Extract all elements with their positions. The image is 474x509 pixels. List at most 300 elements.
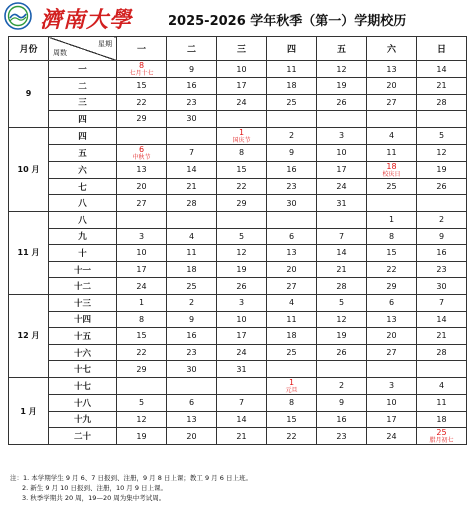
day-cell — [317, 261, 367, 278]
day-number — [317, 432, 366, 441]
day-number — [267, 282, 316, 291]
day-cell — [167, 311, 217, 328]
day-cell — [317, 377, 367, 394]
weekday-header: 三 — [217, 37, 267, 61]
day-cell — [217, 311, 267, 328]
day-value: 26 — [336, 97, 347, 107]
day-number — [167, 98, 216, 107]
month-label: 10 月 — [9, 127, 49, 211]
day-value: 9 — [188, 314, 195, 324]
day-number — [417, 282, 466, 291]
day-number — [167, 114, 216, 123]
day-value: 6 — [388, 298, 395, 308]
day-number — [117, 182, 166, 191]
holiday-label: 元旦 — [285, 386, 298, 394]
day-number — [117, 232, 166, 241]
day-number — [167, 398, 216, 407]
week-row — [9, 361, 467, 378]
day-value: 16 — [436, 248, 447, 258]
day-value: 25 — [436, 428, 447, 438]
day-number — [317, 298, 366, 307]
week-number: 二 — [49, 78, 117, 95]
day-value: 20 — [286, 265, 297, 275]
day-number — [217, 348, 266, 357]
week-number: 一 — [49, 61, 117, 78]
day-value: 5 — [338, 298, 345, 308]
weekday-header: 五 — [317, 37, 367, 61]
day-cell — [117, 178, 167, 195]
day-number — [117, 145, 166, 161]
day-number — [267, 148, 316, 157]
day-cell — [167, 361, 217, 378]
day-number — [217, 265, 266, 274]
day-cell — [217, 111, 267, 128]
week-row — [9, 278, 467, 295]
day-number — [367, 432, 416, 441]
day-value: 27 — [386, 97, 397, 107]
day-cell — [167, 377, 217, 394]
day-number — [367, 81, 416, 90]
day-value: 17 — [136, 265, 147, 275]
day-cell — [217, 428, 267, 445]
day-value: 18 — [386, 161, 397, 171]
day-value: 3 — [388, 381, 395, 391]
day-value: 23 — [186, 97, 197, 107]
day-value: 25 — [186, 281, 197, 291]
day-value: 19 — [336, 331, 347, 341]
day-cell — [117, 245, 167, 262]
day-value: 5 — [138, 398, 145, 408]
day-value: 17 — [386, 414, 397, 424]
day-value: 1 — [238, 127, 245, 137]
day-value: 11 — [186, 248, 197, 258]
day-number — [417, 131, 466, 140]
day-number — [317, 315, 366, 324]
holiday-label: 七月十七 — [129, 70, 154, 77]
day-value: 11 — [386, 148, 397, 158]
week-row — [9, 344, 467, 361]
day-cell — [417, 377, 467, 394]
day-value: 9 — [338, 398, 345, 408]
day-cell — [117, 428, 167, 445]
day-number — [317, 248, 366, 257]
page-title: 2025-2026 学年秋季（第一）学期校历 — [168, 14, 407, 29]
day-cell — [417, 161, 467, 178]
month-label: 11 月 — [9, 211, 49, 294]
day-cell — [167, 127, 217, 144]
school-calendar-table — [8, 36, 467, 445]
day-number — [317, 265, 366, 274]
day-cell — [267, 394, 317, 411]
day-cell — [217, 361, 267, 378]
day-value: 6 — [188, 398, 195, 408]
week-axis-label: 周数 — [53, 49, 67, 57]
day-value: 21 — [436, 81, 447, 91]
day-number — [317, 182, 366, 191]
day-cell — [167, 344, 217, 361]
week-row — [9, 394, 467, 411]
day-value: 15 — [136, 331, 147, 341]
day-cell — [317, 228, 367, 245]
day-cell — [417, 94, 467, 111]
day-value: 12 — [336, 314, 347, 324]
month-column-header: 月份 — [9, 37, 49, 61]
day-number — [267, 415, 316, 424]
day-cell — [117, 61, 167, 78]
day-number — [267, 378, 316, 394]
day-number — [167, 265, 216, 274]
day-number — [267, 131, 316, 140]
day-value: 27 — [136, 198, 147, 208]
day-value: 20 — [186, 431, 197, 441]
day-cell — [117, 261, 167, 278]
day-value: 6 — [288, 231, 295, 241]
day-value: 21 — [186, 182, 197, 192]
day-value: 12 — [336, 64, 347, 74]
day-number — [417, 415, 466, 424]
day-number — [367, 248, 416, 257]
day-number — [367, 98, 416, 107]
day-cell — [117, 344, 167, 361]
note-line: 3. 秋季学期共 20 周，19—20 周为集中考试周。 — [22, 494, 166, 502]
day-number — [167, 415, 216, 424]
day-cell — [217, 278, 267, 295]
day-value: 3 — [238, 298, 245, 308]
day-number — [217, 398, 266, 407]
day-number — [117, 165, 166, 174]
day-value: 20 — [386, 331, 397, 341]
day-cell — [117, 361, 167, 378]
day-cell — [217, 411, 267, 428]
note-line: 注：1. 本学期学生 9 月 6、7 日报到、注册，9 月 8 日上课；教工 9 月 6 日上班。 — [10, 474, 252, 482]
day-cell — [267, 328, 317, 345]
day-number — [417, 348, 466, 357]
day-cell — [267, 161, 317, 178]
day-value: 24 — [236, 97, 247, 107]
week-row — [9, 311, 467, 328]
day-number — [317, 148, 366, 157]
day-number — [267, 331, 316, 340]
day-value: 25 — [286, 97, 297, 107]
day-number — [117, 248, 166, 257]
day-value: 25 — [286, 348, 297, 358]
day-cell — [267, 61, 317, 78]
month-label: 9 — [9, 61, 49, 128]
day-value: 7 — [238, 398, 245, 408]
day-number — [367, 265, 416, 274]
day-value: 4 — [438, 381, 445, 391]
day-cell — [217, 344, 267, 361]
day-value: 25 — [386, 182, 397, 192]
day-cell — [317, 328, 367, 345]
week-number: 九 — [49, 228, 117, 245]
day-value: 15 — [386, 248, 397, 258]
day-number — [217, 248, 266, 257]
day-number — [217, 81, 266, 90]
day-value: 14 — [436, 314, 447, 324]
day-number — [117, 265, 166, 274]
day-number — [417, 232, 466, 241]
day-value: 16 — [286, 165, 297, 175]
day-value: 30 — [186, 114, 197, 124]
day-cell — [267, 211, 317, 228]
holiday-label: 校庆日 — [382, 170, 401, 178]
day-cell — [117, 411, 167, 428]
day-cell — [317, 127, 367, 144]
day-cell — [417, 361, 467, 378]
day-number — [117, 81, 166, 90]
week-row — [9, 377, 467, 394]
day-value: 24 — [136, 281, 147, 291]
week-number: 三 — [49, 94, 117, 111]
day-cell — [217, 94, 267, 111]
day-number — [167, 331, 216, 340]
day-value: 17 — [236, 81, 247, 91]
day-number — [417, 381, 466, 390]
day-number — [217, 182, 266, 191]
day-number — [417, 428, 466, 444]
day-cell — [417, 394, 467, 411]
day-number — [267, 248, 316, 257]
weekday-header-row — [9, 37, 467, 61]
week-number: 四 — [49, 111, 117, 128]
day-value: 15 — [236, 165, 247, 175]
day-value: 30 — [286, 198, 297, 208]
day-cell — [217, 195, 267, 212]
day-cell — [267, 411, 317, 428]
day-cell — [367, 195, 417, 212]
day-value: 4 — [188, 231, 195, 241]
day-value: 29 — [136, 114, 147, 124]
day-number — [367, 232, 416, 241]
day-number — [117, 365, 166, 374]
day-value: 2 — [438, 215, 445, 225]
day-number — [267, 65, 316, 74]
day-cell — [367, 428, 417, 445]
day-cell — [167, 245, 217, 262]
day-value: 10 — [136, 248, 147, 258]
day-cell — [167, 411, 217, 428]
day-cell — [117, 278, 167, 295]
day-cell — [217, 144, 267, 161]
day-value: 2 — [288, 131, 295, 141]
day-number — [417, 65, 466, 74]
day-cell — [217, 228, 267, 245]
university-logo-icon — [4, 2, 32, 30]
day-cell — [317, 394, 367, 411]
day-value: 14 — [336, 248, 347, 258]
day-number — [417, 298, 466, 307]
day-cell — [117, 394, 167, 411]
day-cell — [317, 245, 367, 262]
day-value: 8 — [138, 314, 145, 324]
day-number — [217, 298, 266, 307]
day-value: 10 — [336, 148, 347, 158]
day-value: 21 — [336, 265, 347, 275]
day-cell — [317, 311, 367, 328]
day-value: 22 — [286, 431, 297, 441]
day-cell — [117, 78, 167, 95]
day-number — [267, 432, 316, 441]
week-number: 十五 — [49, 328, 117, 345]
day-cell — [117, 377, 167, 394]
day-cell — [417, 411, 467, 428]
day-value: 9 — [438, 231, 445, 241]
day-value: 22 — [136, 97, 147, 107]
week-row — [9, 78, 467, 95]
day-value: 22 — [236, 182, 247, 192]
day-value: 3 — [138, 231, 145, 241]
day-number — [267, 98, 316, 107]
day-cell — [267, 78, 317, 95]
day-value: 27 — [386, 348, 397, 358]
day-number — [367, 148, 416, 157]
day-number — [317, 282, 366, 291]
day-number — [267, 398, 316, 407]
day-number — [117, 298, 166, 307]
day-cell — [167, 394, 217, 411]
week-row — [9, 245, 467, 262]
university-name: 濟南大學 — [40, 7, 133, 33]
day-number — [217, 282, 266, 291]
week-number: 六 — [49, 161, 117, 178]
week-row — [9, 411, 467, 428]
day-value: 18 — [286, 331, 297, 341]
day-value: 11 — [286, 314, 297, 324]
day-value: 20 — [386, 81, 397, 91]
day-number — [167, 315, 216, 324]
day-value: 24 — [236, 348, 247, 358]
day-value: 10 — [236, 314, 247, 324]
day-cell — [367, 278, 417, 295]
week-row — [9, 144, 467, 161]
day-cell — [417, 144, 467, 161]
weekday-header: 二 — [167, 37, 217, 61]
day-cell — [217, 328, 267, 345]
week-row — [9, 211, 467, 228]
day-value: 1 — [138, 298, 145, 308]
day-number — [417, 81, 466, 90]
day-cell — [217, 294, 267, 311]
day-number — [167, 282, 216, 291]
day-number — [167, 365, 216, 374]
day-value: 12 — [236, 248, 247, 258]
day-cell — [117, 328, 167, 345]
day-number — [117, 114, 166, 123]
day-cell — [167, 211, 217, 228]
day-number — [367, 398, 416, 407]
day-number — [367, 415, 416, 424]
day-number — [317, 398, 366, 407]
day-value: 19 — [336, 81, 347, 91]
day-cell — [217, 245, 267, 262]
day-number — [117, 398, 166, 407]
day-cell — [317, 195, 367, 212]
day-value: 21 — [436, 331, 447, 341]
day-number — [267, 165, 316, 174]
corner-header-cell — [49, 37, 117, 61]
day-cell — [267, 94, 317, 111]
day-number — [367, 131, 416, 140]
week-number: 十七 — [49, 377, 117, 394]
holiday-label: 腊月初七 — [429, 437, 454, 445]
week-number: 十四 — [49, 311, 117, 328]
day-cell — [367, 344, 417, 361]
day-value: 24 — [386, 431, 397, 441]
month-label: 12 月 — [9, 294, 49, 377]
day-cell — [167, 178, 217, 195]
day-cell — [317, 111, 367, 128]
week-number: 十八 — [49, 394, 117, 411]
week-row — [9, 328, 467, 345]
weekday-header: 六 — [367, 37, 417, 61]
day-cell — [167, 78, 217, 95]
day-value: 10 — [236, 64, 247, 74]
day-number — [117, 315, 166, 324]
week-row — [9, 94, 467, 111]
day-cell — [417, 278, 467, 295]
day-number — [367, 298, 416, 307]
day-value: 12 — [436, 148, 447, 158]
day-number — [317, 165, 366, 174]
week-row — [9, 261, 467, 278]
holiday-label: 国庆节 — [232, 136, 251, 144]
day-cell — [167, 261, 217, 278]
day-cell — [267, 361, 317, 378]
week-row — [9, 428, 467, 445]
day-number — [217, 65, 266, 74]
day-cell — [267, 195, 317, 212]
day-number — [167, 65, 216, 74]
day-cell — [367, 294, 417, 311]
day-number — [417, 315, 466, 324]
day-value: 12 — [136, 414, 147, 424]
day-cell — [167, 195, 217, 212]
day-cell — [317, 361, 367, 378]
day-number — [367, 348, 416, 357]
day-cell — [317, 428, 367, 445]
day-cell — [117, 161, 167, 178]
day-cell — [317, 61, 367, 78]
week-row — [9, 61, 467, 78]
day-value: 29 — [386, 281, 397, 291]
day-cell — [367, 178, 417, 195]
day-cell — [267, 428, 317, 445]
day-number — [417, 398, 466, 407]
day-number — [317, 232, 366, 241]
day-cell — [267, 294, 317, 311]
day-cell — [367, 127, 417, 144]
day-cell — [167, 428, 217, 445]
day-cell — [117, 228, 167, 245]
day-number — [267, 182, 316, 191]
day-cell — [367, 211, 417, 228]
day-cell — [267, 245, 317, 262]
day-number — [167, 298, 216, 307]
day-cell — [117, 311, 167, 328]
day-cell — [267, 178, 317, 195]
day-cell — [267, 377, 317, 394]
day-number — [417, 215, 466, 224]
day-cell — [367, 228, 417, 245]
day-number — [367, 331, 416, 340]
day-value: 9 — [188, 64, 195, 74]
day-value: 23 — [436, 265, 447, 275]
day-cell — [167, 328, 217, 345]
day-cell — [217, 211, 267, 228]
day-cell — [217, 394, 267, 411]
day-cell — [217, 161, 267, 178]
